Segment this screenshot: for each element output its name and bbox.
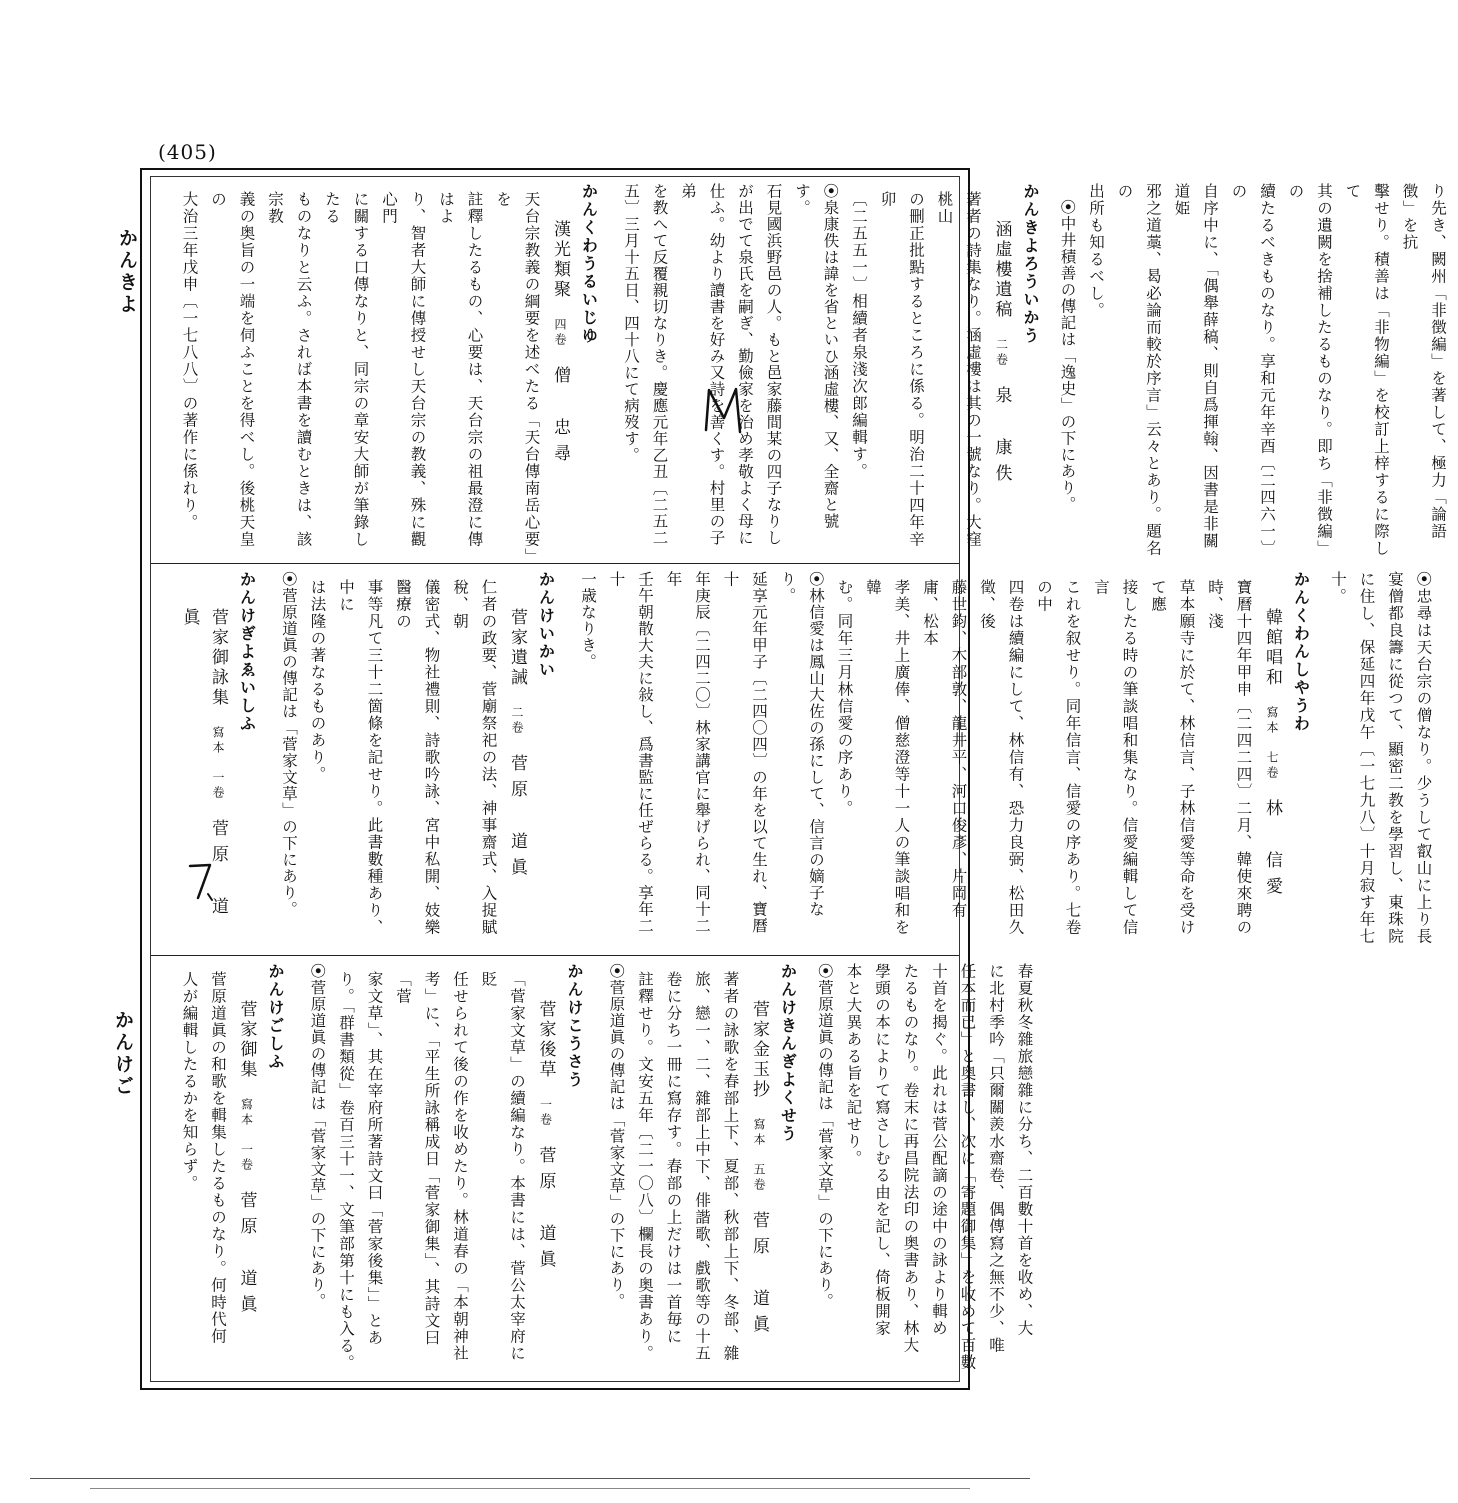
- entry-author: 菅原 道眞: [179, 608, 228, 924]
- dictionary-entry: [602, 963, 802, 1376]
- entry-reference: ⦿泉康佚は諱を省といひ涵虛樓、又、全齋と號す。 石見國浜野邑の人。もと邑家藤間某の四子なりし が出でて泉氏を嗣ぎ、勤儉家を治め孝敬よく母に 仕ふ。幼より讀書を好み又詩を善くす。村里の子弟 を教へて反覆親切なりき。慶應元年乙丑〔二五二 五〕三月十五日、四十八にて病歿す。: [622, 183, 840, 546]
- entry-author: 林 信愛: [1262, 799, 1282, 904]
- tier-middle: [155, 565, 1433, 953]
- entry-author: 僧 忠尋: [550, 366, 570, 471]
- entry-volumes: 寫本 一卷: [211, 726, 225, 802]
- continuation-text: り先き、闕州「非徴編」を著して、極力「論語徴」を抗 擊せり。積善は「非物編」を校訂上梓するに際して 其の遺闕を捨補したるものなり。即ち「非徴編」の 續たるべきものなり。享和元年辛酉〔二四六一〕の 自序中に、「偶舉薛稿、則自爲揮翰、因書是非關道姫 邪之道藁、曷必論而較於序言」云々とあり。題名の 出所も知るべし。 ⦿中井積善の傳記は「逸史」の下にあり。: [1053, 183, 1452, 557]
- entry-reading: かんけきんぎよくせう: [778, 963, 798, 1143]
- continuation-text: 春夏秋冬雜旅戀雜に分ち、二百數十首を收め、大 に北村季吟「只爾關羨水齋卷、偶傳寫之無不少、唯 任本而已」と奥書し、次に「寄題御集」を收めて百數 十首を揭ぐ。此れは菅公配謫の途中の詠より輯め たるものなり。卷末に再昌院法印の奥書あり、林大 學頭の本によりて寫さしむる由を記し、倚板開家 本と大異ある旨を記せり。 ⦿菅原道眞の傳記は「菅家文草」の下にあり。: [811, 963, 1039, 1376]
- entry-reading: かんきよろういかう: [1021, 183, 1040, 345]
- dictionary-entry: [617, 183, 1045, 557]
- entry-title: 漢光類聚: [550, 220, 570, 301]
- entry-author: 泉 康佚: [991, 386, 1012, 491]
- side-label-kankego: かんけご: [112, 1010, 134, 1098]
- entry-body: 仁者の政要、菅廟祭祀の法、神事齋式、入捉賦稅、朝 儀密式、物社禮則、詩歌吟詠、宮中私開、妓樂醫療の 事等凡て三十二箇條を記せり。此書數種あり、中に は法隆の著なるものあり。: [308, 578, 498, 936]
- entry-title: 菅家後草: [535, 1000, 556, 1081]
- entry-body: 菅原道眞の和歌を輯集したるものなり。何時代何 人が編輯したるかを知らず。: [180, 970, 227, 1345]
- entry-title: 菅家遺誡: [507, 608, 527, 689]
- entry-body: 天台宗教義の綱要を述べたる「天台傳南岳心要」を 註釋したるもの、心要は、天台宗の祖最澄に傳はよ り、智者大師に傳授せし天台宗の教義、殊に觀心門 に關する口傳なりと、同宗の章安大師が筆錄したる ものなりと云ふ。されば本書を讀むときは、該宗教 義の奥旨の一端を伺ふことを得べし。後桃天皇の 大治三年戊申〔一七八八〕の著作に係れり。: [180, 190, 541, 557]
- side-label-kankiyo: かんきよ: [116, 228, 138, 316]
- entry-volumes: 二卷: [510, 706, 524, 737]
- entry-title: 菅家金玉抄: [749, 1000, 769, 1101]
- dictionary-entry: [275, 571, 560, 947]
- handwritten-mark-m: [700, 384, 748, 436]
- entry-author: 菅原 道眞: [507, 754, 527, 885]
- tier-divider-1: [151, 563, 959, 564]
- entry-volumes: 寫本 五卷: [752, 1118, 766, 1194]
- entry-volumes: 四卷: [553, 318, 567, 349]
- tier-divider-2: [151, 955, 959, 956]
- dictionary-entry: [175, 183, 603, 557]
- entry-title: 韓館唱和: [1262, 608, 1282, 689]
- entry-reading: かんけいかい: [536, 571, 556, 679]
- entry-volumes: 寫本 一卷: [239, 1098, 254, 1174]
- entry-author: 菅原 道眞: [535, 1146, 556, 1277]
- entry-title: 菅家御詠集: [208, 608, 228, 709]
- entry-title: 涵虛樓遺稿: [991, 220, 1012, 321]
- biography-reference: ⦿中井積善の傳記は「逸史」の下にあり。: [1058, 198, 1077, 513]
- entry-author: 菅原 道眞: [236, 1191, 257, 1322]
- continuation-text: ⦿忠尋は天台宗の僧なり。少うして叡山に上り長 宴僧都良籌に從つて、顯密二教を學習し、東珠院 に住し、保延四年戊午〔一七九八〕十月寂す年七十。: [1329, 571, 1433, 946]
- dictionary-entry: [574, 571, 1315, 947]
- entry-body: 著者の詠歌を春部上下、夏部、秋部上下、冬部、雜 旅、戀一、二、雜部上中下、俳諧歌、戲歌等の十五 卷に分ち一冊に寫存す。春部の上だけは一首毎に 註釋せり。文安五年〔二一〇八〕欄長の奥書あり。: [636, 970, 740, 1362]
- tier-bottom: [155, 957, 1034, 1382]
- entry-reading: かんけぎよゑいしふ: [237, 571, 257, 733]
- entry-reading: かんくわんしやうわ: [1291, 571, 1311, 733]
- entry-reference: ⦿菅原道眞の傳記は「菅家文草」の下にあり。: [280, 571, 298, 918]
- handwritten-mark-seven: [186, 860, 216, 904]
- entry-reference: ⦿菅原道眞の傳記は「菅家文草」の下にあり。: [607, 963, 626, 1310]
- entry-reading: かんけこうさう: [565, 963, 584, 1089]
- entry-body: 「菅家文草」の續編なり。本書には、菅公太宰府に貶 任せられて後の作を收めたり。林道春の「本朝神社 考」に、「平生所詠稱成日「菅家御集」、其詩文曰「菅 家文草」、其在宰府所著詩文曰「菅家後集」」とあ り。「群書類從」卷百三十一、文筆部第十にも入る。: [337, 970, 526, 1371]
- entry-reference: ⦿林信愛は鳳山大佐の孫にして、信言の嫡子なり。 延享元年甲子〔二四〇四〕の年を以て生れ、寶曆十 年庚辰〔二四二〇〕林家講官に舉げられ、同十二年 壬午朝散大夫に敍し、爲書監に任ぜらる。享年二十 一歳なりき。: [579, 571, 825, 934]
- entry-body: 寶曆十四年甲申〔二四二四〕二月、韓使來聘の時、淺 草本願寺に於て、林信言、子林信愛等命を受けて應 接したる時の筆談唱和集なり。信愛編輯して信言 これを叙せり。同年信言、信愛の序あり。七卷の中 四卷は續編にして、林信有、恐力良弼、松田久徵、後 藤世鈞、木部敦、龍井平、河口俊彥、片岡有庸、松本 孝美、井上廣俸、僧慈澄等十一人の筆談唱和を韓 む。同年三月林信愛の序あり。: [835, 578, 1253, 936]
- entry-volumes: 一卷: [538, 1098, 553, 1129]
- tier-top: [155, 177, 1447, 563]
- entry-reading: かんけごしふ: [266, 963, 285, 1071]
- biography-reference: ⦿菅原道眞の傳記は「菅家文草」の下にあり。: [816, 963, 834, 1310]
- entry-volumes: 二卷: [994, 338, 1009, 369]
- entry-title: 菅家御集: [236, 1000, 257, 1081]
- entry-reference: ⦿菅原道眞の傳記は「菅家文草」の下にあり。: [308, 963, 327, 1310]
- scan-rule-line: [90, 1488, 970, 1489]
- page-number: (405): [158, 140, 217, 164]
- entry-volumes: 寫本 七卷: [1265, 706, 1279, 782]
- dictionary-entry: [303, 963, 588, 1376]
- entry-author: 菅原 道眞: [749, 1211, 769, 1342]
- dictionary-entry: [175, 963, 289, 1376]
- scan-rule-line: [30, 1478, 1030, 1479]
- entry-reading: かんくわうるいじゆ: [579, 183, 599, 345]
- page-frame: [140, 168, 1447, 1390]
- entry-body: 著者の詩集なり。涵虛樓は其の一號なり。大窪桃山 の刪正批點するところに係る。明治二十四年辛卯 〔二五五一〕相續者泉淺次郎編輯す。: [850, 190, 982, 548]
